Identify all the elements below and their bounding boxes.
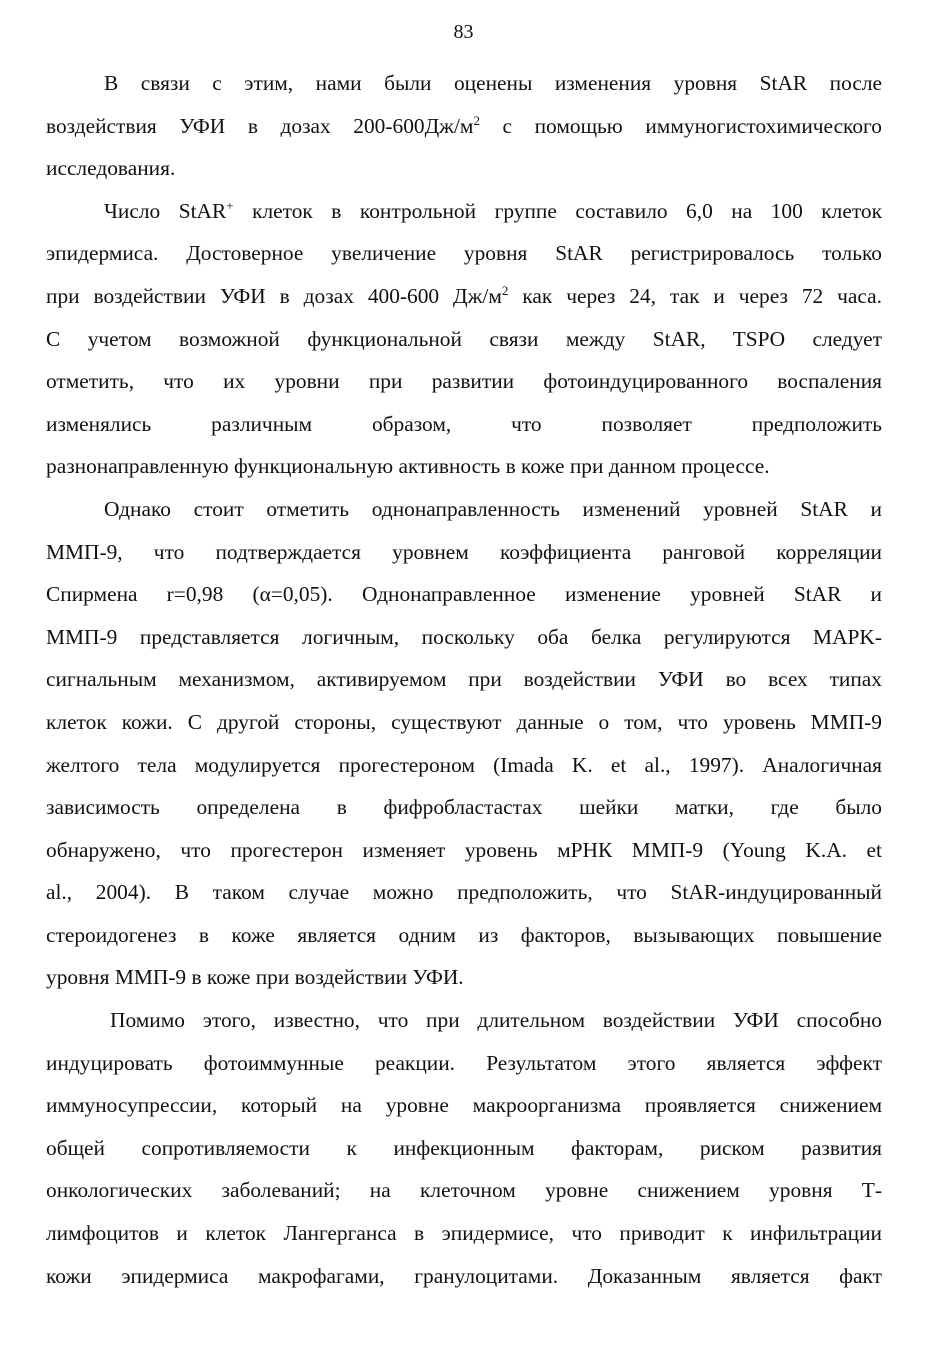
text-line — [46, 360, 882, 403]
superscript: 2 — [473, 112, 480, 128]
text-line — [46, 1084, 882, 1127]
text-line-content: эпидермиса. Достоверное увеличение уровня StAR регистрировалось только — [46, 241, 882, 266]
text-line-content: клеток кожи. С другой стороны, существуют данные о том, что уровень ММП-9 — [46, 709, 882, 734]
superscript: + — [226, 197, 234, 213]
text-line — [46, 1169, 882, 1212]
text-line-content: изменялись различным образом, что позволяет предположить — [46, 411, 882, 436]
text-line — [46, 488, 882, 531]
text-line — [46, 744, 882, 787]
text-line-content: ММП-9, что подтверждается уровнем коэффициента ранговой корреляции — [46, 539, 882, 564]
text-line-content: воздействия УФИ в дозах 200-600Дж/м — [46, 113, 474, 138]
text-line-content: кожи эпидермиса макрофагами, гранулоцитами. Доказанным является факт — [46, 1263, 882, 1288]
text-line — [46, 829, 882, 872]
text-line — [46, 190, 882, 233]
text-line — [46, 403, 882, 446]
text-line — [46, 999, 882, 1042]
text-line-content: al., 2004). В таком случае можно предположить, что StAR-индуцированный — [46, 880, 882, 905]
text-line-content: отметить, что их уровни при развитии фотоиндуцированного воспаления — [46, 369, 882, 394]
text-line-content: иммуносупрессии, который на уровне макроорганизма проявляется снижением — [46, 1093, 882, 1118]
text-line-continuation: клеток в контрольной группе составило 6,0 на 100 клеток — [233, 198, 882, 223]
text-line-content: индуцировать фотоиммунные реакции. Результатом этого является эффект — [46, 1050, 882, 1075]
text-line — [46, 573, 882, 616]
text-line-content: уровня ММП-9 в коже при воздействии УФИ. — [46, 965, 464, 990]
text-line-content: при воздействии УФИ в дозах 400-600 Дж/м — [46, 283, 502, 308]
text-line — [46, 62, 882, 105]
text-line-content: лимфоцитов и клеток Лангерганса в эпидермисе, что приводит к инфильтрации — [46, 1221, 882, 1246]
text-line-content: ММП-9 представляется логичным, поскольку оба белка регулируются MAPK- — [46, 624, 882, 649]
text-line-content: Помимо этого, известно, что при длительном воздействии УФИ способно — [110, 1008, 882, 1033]
text-line — [46, 786, 882, 829]
text-line-content: Однако стоит отметить однонаправленность изменений уровней StAR и — [104, 496, 882, 521]
text-line — [46, 318, 882, 361]
page-number: 83 — [453, 21, 474, 43]
text-line-content: желтого тела модулируется прогестероном (Imada K. et al., 1997). Аналогичная — [46, 752, 882, 777]
text-line-content: Число StAR — [104, 198, 227, 223]
text-line — [46, 1127, 882, 1170]
text-line — [46, 871, 882, 914]
text-line-content: С учетом возможной функциональной связи между StAR, TSPO следует — [46, 326, 882, 351]
text-line-content: исследования. — [46, 156, 176, 181]
text-line-content: общей сопротивляемости к инфекционным факторам, риском развития — [46, 1135, 882, 1160]
text-line-content: зависимость определена в фифробластастах шейки матки, где было — [46, 795, 882, 820]
text-line-content: разнонаправленную функциональную активность в коже при данном процессе. — [46, 454, 770, 479]
text-line — [46, 531, 882, 574]
text-line — [46, 1212, 882, 1255]
text-line-content: стероидогенез в коже является одним из факторов, вызывающих повышение — [46, 922, 882, 947]
text-line — [46, 445, 882, 488]
text-line-content: В связи с этим, нами были оценены изменения уровня StAR после — [104, 71, 882, 95]
text-line-continuation: с помощью иммуногистохимического — [479, 113, 882, 138]
text-line-content: обнаружено, что прогестерон изменяет уровень мРНК ММП-9 (Young K.A. et — [46, 837, 882, 862]
body-text — [46, 62, 882, 1297]
text-line — [46, 956, 882, 999]
text-line — [46, 701, 882, 744]
text-line — [46, 147, 882, 190]
text-line-content: сигнальным механизмом, активируемом при воздействии УФИ во всех типах — [46, 667, 882, 692]
text-line — [46, 232, 882, 275]
text-line — [46, 105, 882, 148]
text-line-content: Спирмена r=0,98 (α=0,05). Однонаправленное изменение уровней StAR и — [46, 582, 882, 607]
text-line — [46, 275, 882, 318]
text-line-continuation: как через 24, так и через 72 часа. — [508, 283, 883, 308]
text-line — [46, 616, 882, 659]
text-line — [46, 658, 882, 701]
text-line — [46, 1255, 882, 1298]
text-line — [46, 914, 882, 957]
superscript: 2 — [501, 282, 509, 298]
text-line — [46, 1042, 882, 1085]
text-line-content: онкологических заболеваний; на клеточном уровне снижением уровня Т- — [46, 1178, 882, 1203]
